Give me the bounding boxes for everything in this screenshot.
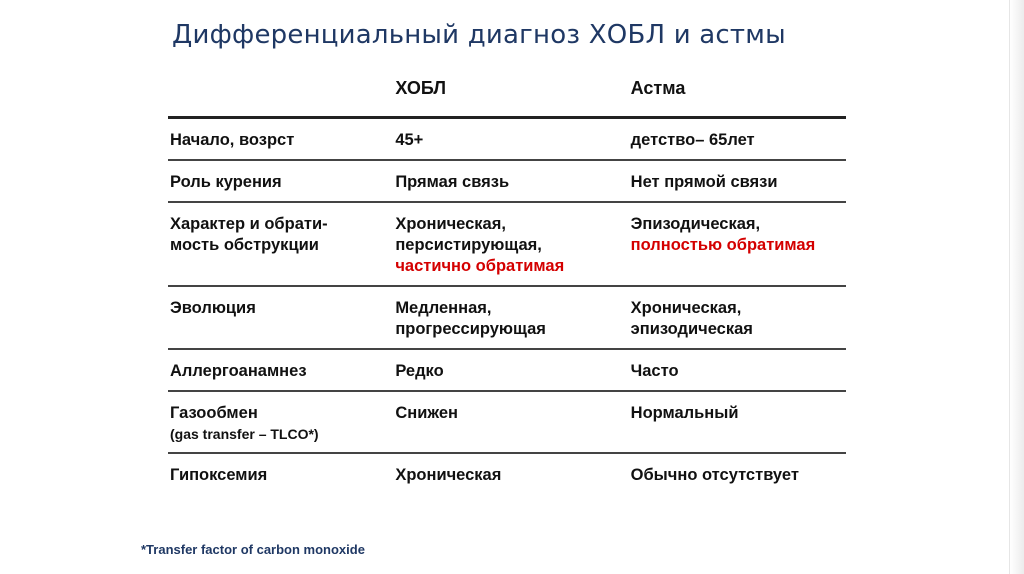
copd-cell (395, 286, 630, 349)
header-asthma: Астма (630, 78, 686, 98)
row-label-line: Газообмен (170, 404, 258, 422)
asthma-cell: Обычно отсутствует (630, 466, 799, 484)
asthma-highlight-line: полностью обратимая (630, 236, 816, 254)
asthma-cell (631, 286, 846, 349)
table-row (168, 160, 846, 202)
row-label: Гипоксемия (170, 466, 268, 484)
comparison-table (168, 72, 846, 494)
asthma-cell: Нет прямой связи (630, 173, 778, 191)
header-copd: ХОБЛ (395, 78, 446, 98)
table-row (168, 453, 846, 494)
row-label-subline: (gas transfer – TLCO*) (170, 426, 319, 442)
copd-line: Медленная, (395, 299, 492, 317)
copd-cell (395, 202, 630, 286)
copd-line: прогрессирующая (395, 320, 546, 338)
row-label (168, 202, 395, 286)
table-row (168, 286, 846, 349)
asthma-cell: Нормальный (630, 404, 739, 422)
row-label (168, 391, 395, 453)
comparison-table-container (168, 72, 846, 494)
copd-cell: Хроническая (395, 466, 502, 484)
row-label-line: мость обструкции (170, 236, 319, 254)
slide-title: Дифференциальный диагноз ХОБЛ и астмы (172, 20, 786, 50)
footnote: *Transfer factor of carbon monoxide (141, 542, 365, 557)
table-header-row (168, 72, 846, 118)
copd-line: Хроническая, (395, 215, 506, 233)
asthma-cell (631, 202, 846, 286)
row-label: Роль курения (170, 173, 282, 191)
copd-cell: Прямая связь (395, 173, 510, 191)
row-label: Эволюция (170, 299, 256, 317)
asthma-line: эпизодическая (630, 320, 753, 338)
asthma-line: Хроническая, (630, 299, 742, 317)
row-label: Начало, возрст (170, 131, 295, 149)
copd-cell: Снижен (395, 404, 458, 422)
slide-edge (1009, 0, 1024, 574)
asthma-cell: детство– 65лет (630, 131, 755, 149)
asthma-line: Эпизодическая, (630, 215, 761, 233)
asthma-cell: Часто (630, 362, 679, 380)
row-label-line: Характер и обрати- (170, 215, 328, 233)
table-row (168, 118, 846, 161)
header-empty (168, 72, 395, 118)
table-row (168, 391, 846, 453)
copd-highlight-line: частично обратимая (395, 257, 565, 275)
copd-cell: Редко (395, 362, 444, 380)
row-label: Аллергоанамнез (170, 362, 307, 380)
copd-cell: 45+ (395, 131, 424, 149)
copd-line: персистирующая, (395, 236, 542, 254)
table-row (168, 202, 846, 286)
table-row (168, 349, 846, 391)
